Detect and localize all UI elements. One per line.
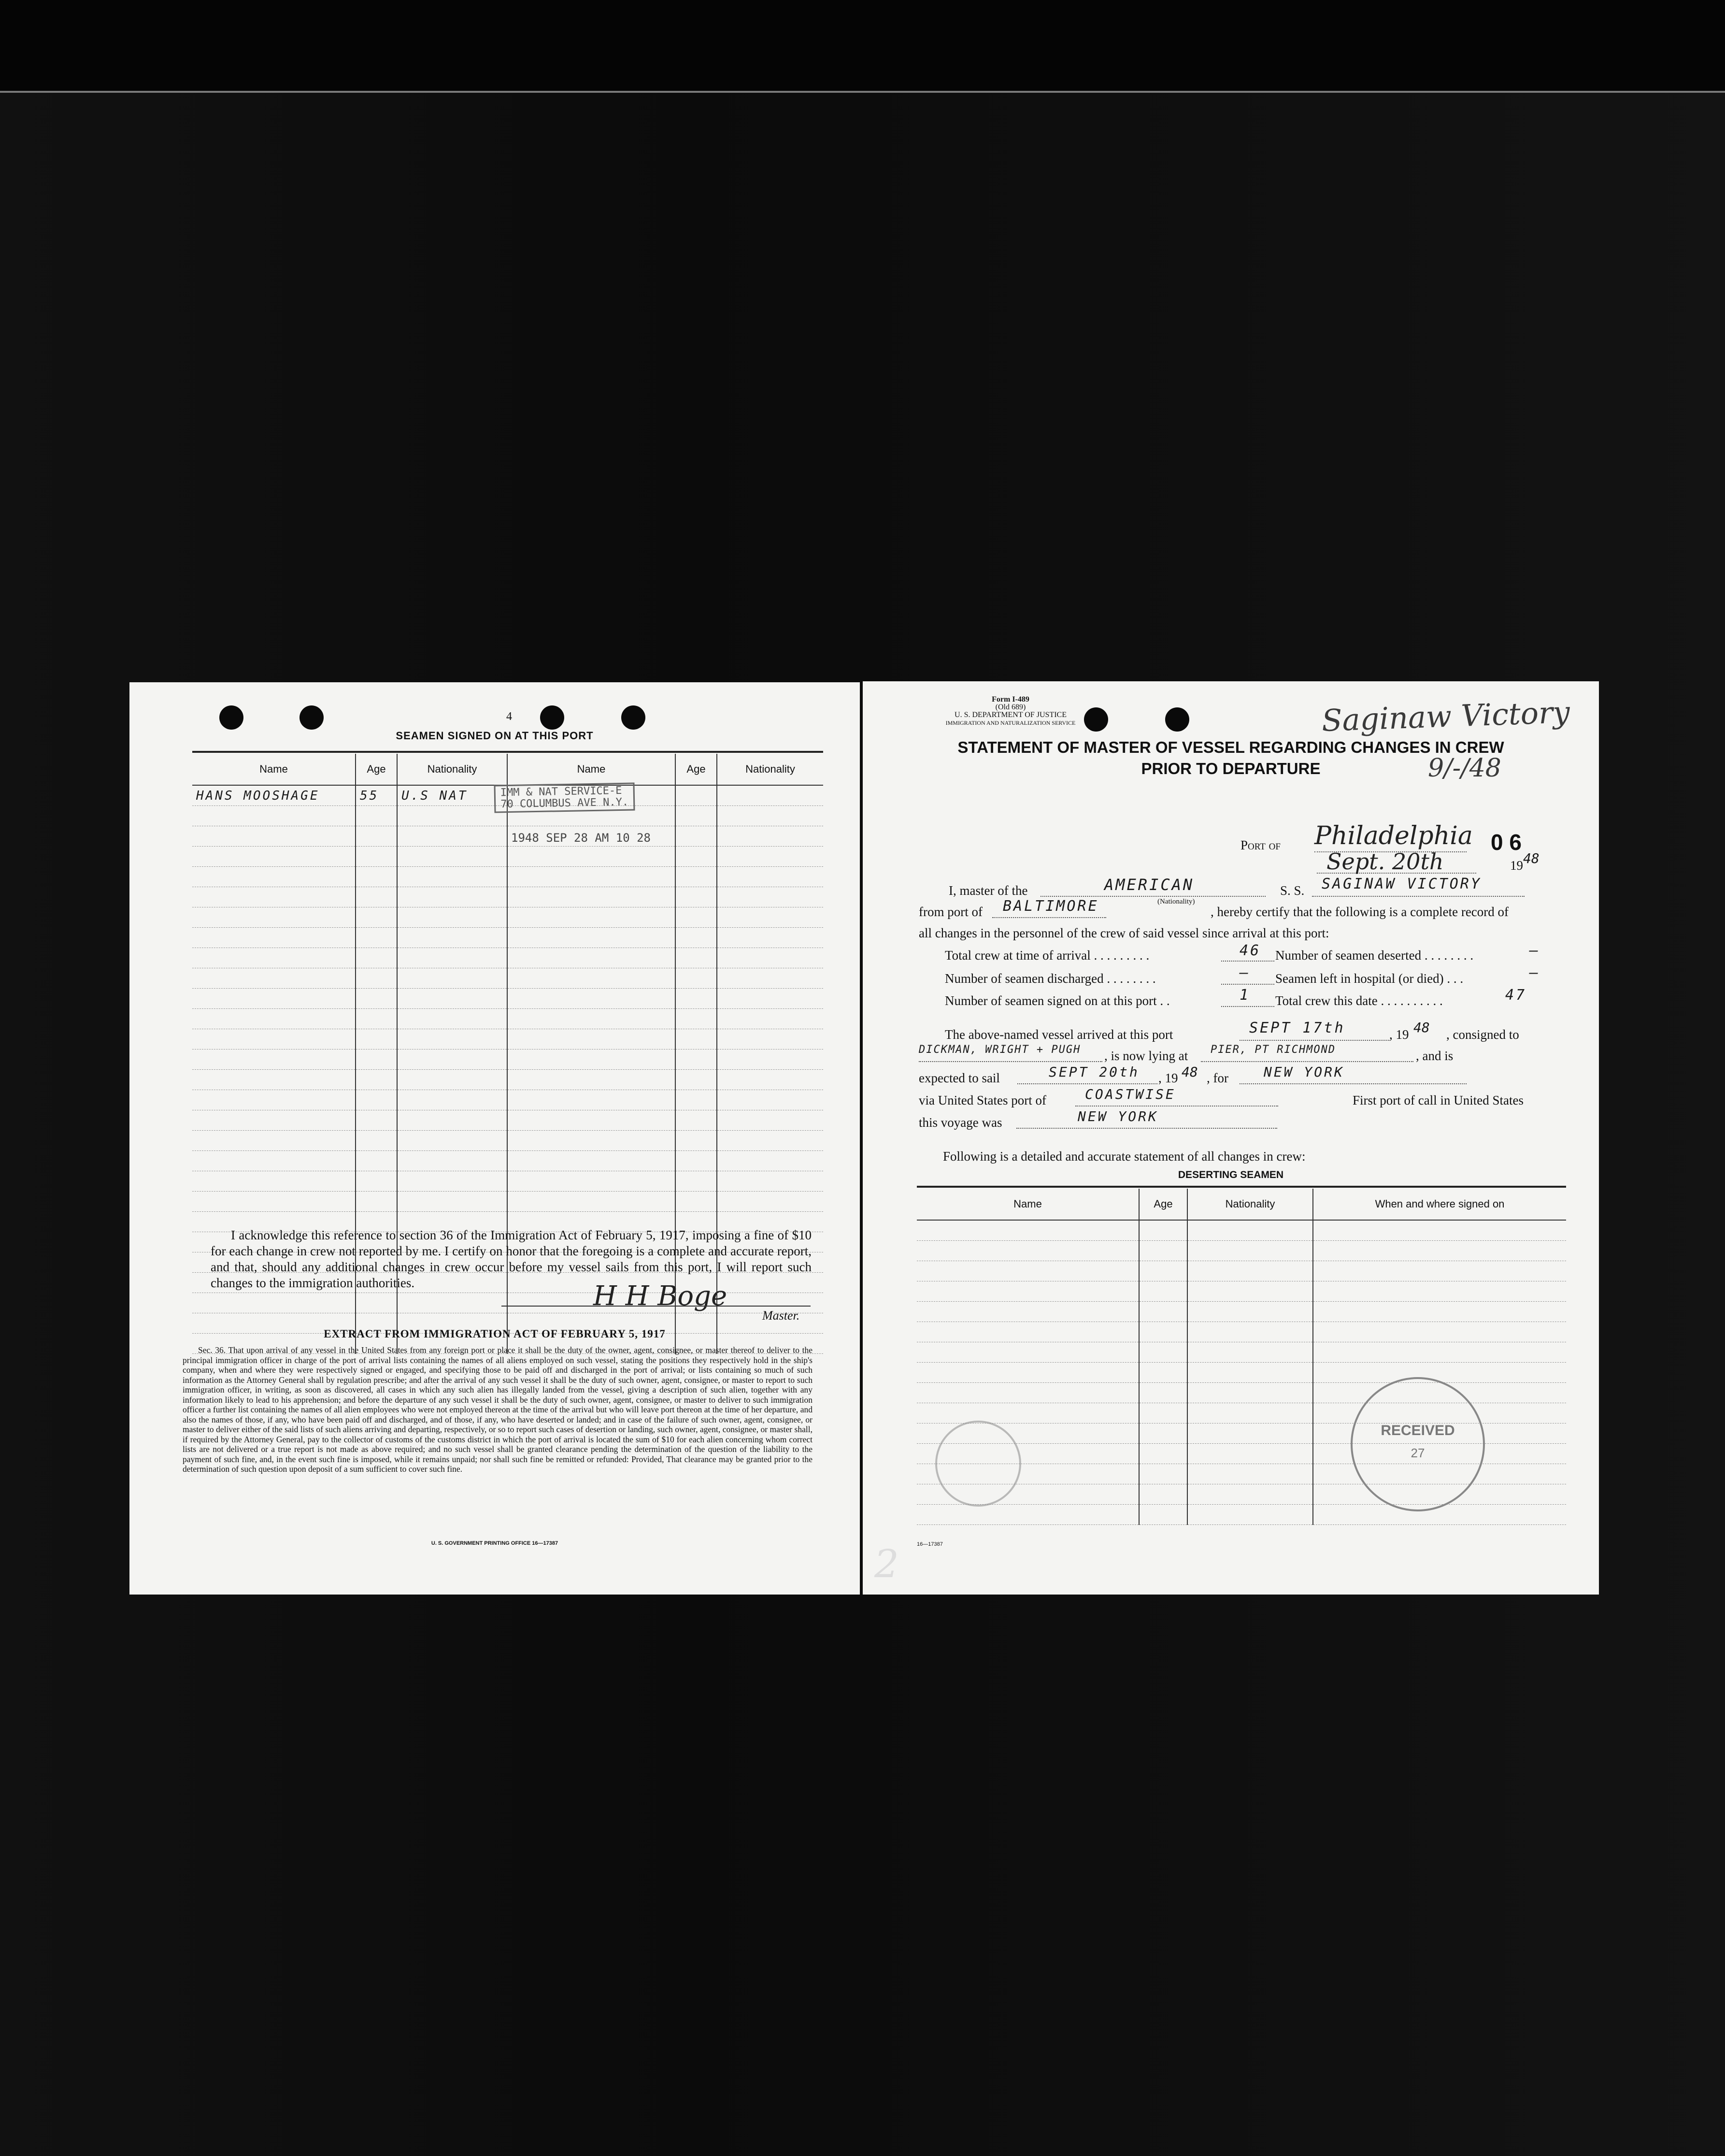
expected-year-prefix: , 19 xyxy=(1158,1071,1178,1085)
printing-office: U. S. GOVERNMENT PRINTING OFFICE 16—17387 xyxy=(431,1540,558,1546)
via-value: COASTWISE xyxy=(1085,1086,1176,1102)
lying-label: , is now lying at xyxy=(1104,1049,1188,1063)
date-value: Sept. 20th xyxy=(1326,848,1444,875)
for-value: NEW YORK xyxy=(1264,1064,1344,1080)
faint-stamp xyxy=(935,1421,1021,1507)
certify-text: , hereby certify that the following is a complete record of xyxy=(1211,905,1509,919)
desert-header-nationality: Nationality xyxy=(1187,1189,1313,1220)
col-header-age: Age xyxy=(356,754,397,785)
lying-value: PIER, PT RICHMOND xyxy=(1211,1044,1336,1056)
extract-title: EXTRACT FROM IMMIGRATION ACT OF FEBRUARY 5, 1917 xyxy=(324,1328,666,1340)
stat-discharged-label: Number of seamen discharged . . . . . . . . xyxy=(945,971,1156,986)
expected-underline xyxy=(1017,1083,1157,1084)
form-header xyxy=(919,696,1102,727)
punch-hole xyxy=(621,705,645,730)
voyage-underline xyxy=(1016,1128,1277,1129)
row-age: 55 xyxy=(356,785,397,806)
port-value: Philadelphia xyxy=(1314,821,1473,850)
ss-label: S. S. xyxy=(1280,883,1305,898)
vessel-underline xyxy=(1312,896,1525,897)
expected-year: 48 xyxy=(1182,1064,1198,1080)
left-page xyxy=(129,682,860,1595)
stat-total-arrival-label: Total crew at time of arrival . . . . . . . . . xyxy=(945,948,1150,963)
master-of-label: I, master of the xyxy=(949,883,1028,898)
expected-label: expected to sail xyxy=(919,1071,1000,1085)
col-header-nationality: Nationality xyxy=(397,754,507,785)
stat-underline xyxy=(1221,984,1274,985)
master-label: Master. xyxy=(762,1308,800,1322)
stat-deserted-value: — xyxy=(1529,942,1540,959)
corner-mark: 2 xyxy=(874,1541,899,1586)
handwritten-date-note: 9/-/48 xyxy=(1428,754,1501,783)
voyage-label: this voyage was xyxy=(919,1115,1002,1130)
desert-table-top-rule xyxy=(917,1186,1566,1188)
bottom-code: 16—17387 xyxy=(917,1541,943,1547)
form-old-number: (Old 689) xyxy=(995,703,1026,711)
first-port-label: First port of call in United States xyxy=(1353,1093,1524,1107)
col-header-name: Name xyxy=(192,754,356,785)
desert-header-name: Name xyxy=(917,1189,1139,1220)
arrived-underline xyxy=(1240,1040,1389,1041)
desert-header-signed-on: When and where signed on xyxy=(1313,1189,1566,1220)
stat-hospital-label: Seamen left in hospital (or died) . . . xyxy=(1275,971,1464,986)
port-code: 0 6 xyxy=(1491,830,1522,855)
nationality-caption: (Nationality) xyxy=(1157,898,1195,906)
stat-deserted-label: Number of seamen deserted . . . . . . . . xyxy=(1275,948,1474,963)
consignee-underline xyxy=(919,1061,1102,1062)
service: IMMIGRATION AND NATURALIZATION SERVICE xyxy=(945,719,1076,726)
page-number: 4 xyxy=(506,710,512,723)
via-underline xyxy=(1075,1106,1278,1107)
form-subtitle: PRIOR TO DEPARTURE xyxy=(1141,760,1321,777)
form-number: Form I-489 xyxy=(992,695,1029,704)
row-name: HANS MOOSHAGE xyxy=(192,785,356,806)
signature-line xyxy=(501,1306,811,1307)
personnel-text: all changes in the personnel of the crew of said vessel since arrival at this port: xyxy=(919,926,1329,940)
nationality-value: AMERICAN xyxy=(1104,876,1195,894)
col-header-age-2: Age xyxy=(675,754,717,785)
col-header-nationality-2: Nationality xyxy=(717,754,823,785)
received-stamp xyxy=(1351,1377,1485,1511)
from-port-value: BALTIMORE xyxy=(1003,898,1099,915)
received-stamp-date: 27 xyxy=(1411,1446,1425,1460)
arrived-year: 48 xyxy=(1413,1020,1430,1035)
right-page xyxy=(863,681,1599,1595)
extract-text: Sec. 36. That upon arrival of any vessel in the United States from any foreign port or place it shall be the duty of the owner, agent, consignee, or master thereof to deliver to the principal immigration officer in charge of the port of arrival lists containing the names of all aliens employed on such vessel, stating the positions they respectively hold in the ship's company, when and where they were respectively signed or engaged, and specifying those to be paid off and discharged in the port of arrival; or lists containing so much of such information as the Attorney General shall by regulation prescribe; and after the arrival of any such vessel it shall be the duty of such owner, agent, consignee, or master to report to such immigration officer, in writing, as soon as discovered, all cases in which any such alien has illegally landed from the vessel, giving a description of such alien, together with any information likely to lead to his apprehension; and before the departure of any such vessel it shall be the duty of such owner, agent, consignee, or master to deliver to such immigration officer a further list containing the names of all alien employees who were not employed thereon at the time of the arrival but who will leave port thereon at the time of her departure, and also the names of those, if any, who have been paid off and discharged, and of those, if any, who have deserted or landed; and in case of the failure of such owner, agent, consignee, or master to deliver either of the said lists of such aliens arriving and departing, respectively, or so to report such cases of desertion or landing, such owner, agent, consignee, or master shall, if required by the Attorney General, pay to the collector of customs of the customs district in which the port of arrival is located the sum of $10 for each alien concerning whom correct lists are not delivered or a true report is not made as above required; and no such vessel shall be granted clearance pending the determination of the question of the liability to the payment of such fine, and, in the event such fine is imposed, while it remains unpaid; nor shall such fine be remitted or refunded: Provided, That clearance may be granted prior to the determination of such question upon deposit of a sum sufficient to cover such fine. xyxy=(183,1345,813,1474)
expected-value: SEPT 20th xyxy=(1049,1064,1140,1080)
date-stamp: 1948 SEP 28 AM 10 28 xyxy=(511,831,651,845)
from-port-underline xyxy=(992,917,1106,918)
department: U. S. DEPARTMENT OF JUSTICE xyxy=(955,711,1067,719)
for-underline xyxy=(1240,1083,1467,1084)
stat-hospital-value: — xyxy=(1529,964,1540,981)
punch-hole xyxy=(1165,707,1189,732)
stat-total-arrival-value: 46 xyxy=(1240,942,1261,959)
arrived-label: The above-named vessel arrived at this port xyxy=(945,1027,1173,1042)
punch-hole xyxy=(219,705,243,730)
film-border-top xyxy=(0,0,1725,92)
table-top-rule xyxy=(192,751,823,753)
punch-hole xyxy=(299,705,324,730)
and-is-label: , and is xyxy=(1416,1049,1454,1063)
acknowledgement-text: I acknowledge this reference to section 36 of the Immigration Act of February 5, 1917, imposing a fine of $10 for each change in crew not reported by me. I certify on honor that the foregoing is a complete and accurate report, and that, should any additional changes in crew occur before my vessel sails from this port, I will report such changes to the immigration authorities. xyxy=(211,1228,812,1290)
received-stamp-text: RECEIVED xyxy=(1381,1423,1455,1438)
for-label: , for xyxy=(1207,1071,1228,1085)
lying-underline xyxy=(1201,1061,1413,1062)
port-label: Port of xyxy=(1240,838,1281,852)
consigned-label: , consigned to xyxy=(1446,1027,1519,1042)
row-nationality: U.S NAT xyxy=(397,785,507,806)
stat-total-date-label: Total crew this date . . . . . . . . . . xyxy=(1275,993,1443,1008)
handwritten-vessel-note: Saginaw Victory xyxy=(1321,694,1570,738)
arrived-value: SEPT 17th xyxy=(1249,1020,1345,1036)
col-header-name-2: Name xyxy=(507,754,675,785)
voyage-value: NEW YORK xyxy=(1078,1108,1158,1124)
vessel-value: SAGINAW VICTORY xyxy=(1322,876,1482,892)
stamp-line-1: IMM & NAT SERVICE-E xyxy=(500,784,622,799)
section-title: SEAMEN SIGNED ON AT THIS PORT xyxy=(396,730,594,742)
arrived-year-prefix: , 19 xyxy=(1389,1027,1409,1042)
master-signature: H H Boge xyxy=(593,1280,727,1312)
nationality-underline xyxy=(1041,896,1266,897)
consignee-value: DICKMAN, WRIGHT + PUGH xyxy=(919,1044,1081,1056)
form-title: STATEMENT OF MASTER OF VESSEL REGARDING CHANGES IN CREW xyxy=(957,738,1504,756)
via-label: via United States port of xyxy=(919,1093,1046,1107)
stat-discharged-value: — xyxy=(1240,964,1251,981)
stat-signed-on-value: 1 xyxy=(1240,987,1251,1004)
stat-total-date-value: 47 xyxy=(1505,987,1527,1004)
stamp-line-2: 70 COLUMBUS AVE N.Y. xyxy=(500,796,629,811)
deserting-title: DESERTING SEAMEN xyxy=(1178,1169,1284,1180)
immigration-service-stamp xyxy=(494,782,635,813)
stat-signed-on-label: Number of seamen signed on at this port . . xyxy=(945,993,1170,1008)
stat-underline xyxy=(1221,1006,1274,1007)
year-value: 48 xyxy=(1523,850,1540,866)
from-port-label: from port of xyxy=(919,905,983,919)
following-text: Following is a detailed and accurate statement of all changes in crew: xyxy=(943,1149,1306,1164)
stat-underline xyxy=(1221,961,1274,962)
year-prefix: 19 xyxy=(1510,858,1523,873)
punch-hole xyxy=(540,705,564,730)
desert-header-age: Age xyxy=(1139,1189,1187,1220)
